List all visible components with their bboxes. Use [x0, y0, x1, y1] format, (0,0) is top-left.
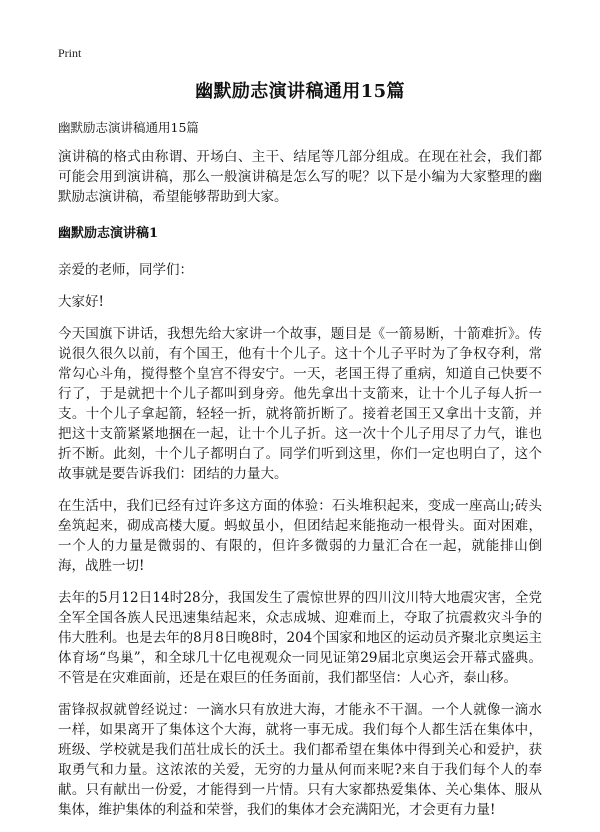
document-subtitle: 幽默励志演讲稿通用15篇: [58, 120, 199, 135]
salutation: 亲爱的老师，同学们：: [58, 262, 193, 278]
document-body: [58, 119, 542, 832]
section-heading: 幽默励志演讲稿1: [58, 226, 159, 241]
print-link[interactable]: Print: [58, 46, 82, 60]
page-title: 幽默励志演讲稿通用15篇: [195, 81, 405, 102]
intro-paragraph: 演讲稿的格式由称谓、开场白、主干、结尾等几部分组成。在现在社会，我们都可能会用到演讲稿，那么一般演讲稿是怎么写的呢？以下是小编为大家整理的幽默励志演讲稿，希望能够帮助到大家。: [58, 149, 542, 205]
body-paragraph-3: 去年的5月12日14时28分，我国发生了震惊世界的四川汶川特大地震灾害，全党全军全国各族人民迅速集结起来，众志成城、迎难而上，夺取了抗震救灾斗争的伟大胜利。也是去年的8月8日晚8时，204个国家和地区的运动员齐聚北京奥运主体育场“鸟巢”，和全球几十亿电视观众一同见证第29届北京奥运会开幕式盛典。不管是在灾难面前，还是在艰巨的任务面前，我们都坚信：人心齐，泰山移。: [58, 590, 542, 686]
body-paragraph-2: 在生活中，我们已经有过许多这方面的体验：石头堆积起来，变成一座高山;砖头垒筑起来，砌成高楼大厦。蚂蚁虽小，但团结起来能拖动一根骨头。面对困难，一个人的力量是微弱的、有限的，但许多微弱的力量汇合在一起，就能排山倒海，战胜一切!: [58, 498, 542, 574]
body-paragraph-1: 今天国旗下讲话，我想先给大家讲一个故事，题目是《一箭易断，十箭难折》。传说很久很久以前，有个国王，他有十个儿子。这十个儿子平时为了争权夺利，常常勾心斗角，搅得整个皇宫不得安宁。一天，老国王得了重病，知道自己快要不行了，于是就把十个儿子都叫到身旁。他先拿出十支箭来，让十个儿子每人折一支。十个儿子拿起箭，轻轻一折，就将箭折断了。接着老国王又拿出十支箭，并把这十支箭紧紧地捆在一起，让十个儿子折。这一次十个儿子用尽了力气，谁也折不断。此刻，十个儿子都明白了。同学们听到这里，你们一定也明白了，这个故事就是要告诉我们：团结的力量大。: [58, 326, 542, 482]
greeting: 大家好!: [58, 294, 104, 310]
body-paragraph-4: 雷锋叔叔就曾经说过：一滴水只有放进大海，才能永不干涸。一个人就像一滴水一样，如果离开了集体这个大海，就将一事无成。我们每个人都生活在集体中，班级、学校就是我们茁壮成长的沃土。我们都希望在集体中得到关心和爱护，获取勇气和力量。这浓浓的关爱，无穷的力量从何而来呢?来自于我们每个人的奉献。只有献出一份爱，才能得到一片情。只有大家都热爱集体、关心集体、服从集体，维护集体的利益和荣誉，我们的集体才会充满阳光，才会更有力量!: [58, 702, 542, 818]
